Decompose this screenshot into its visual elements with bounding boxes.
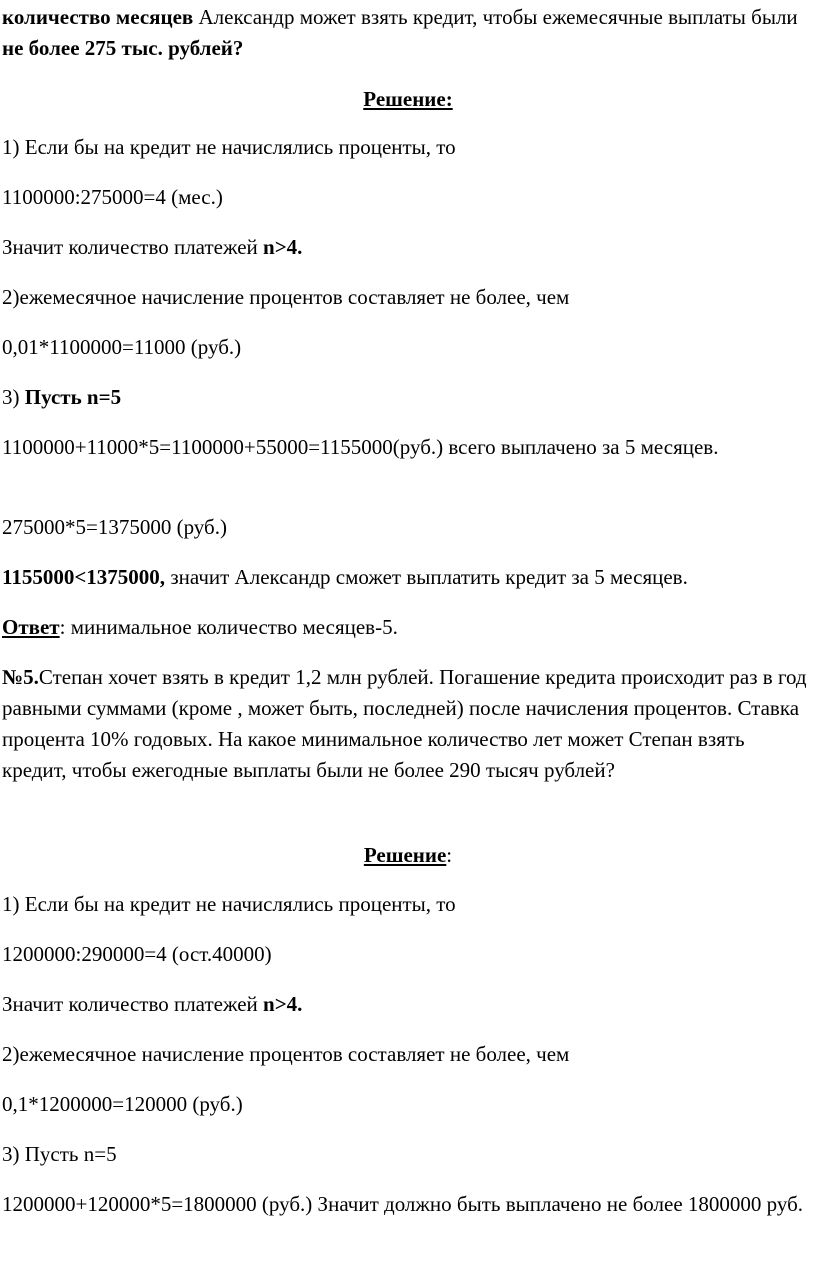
s1-line-9-text: значит Александр сможет выплатить кредит за 5 месяцев. <box>165 565 688 589</box>
s1-answer <box>2 612 808 643</box>
s1-line-9 <box>2 562 808 593</box>
s1-line-8: 275000*5=1375000 (руб.) <box>2 515 227 539</box>
task-5-paragraph <box>2 662 808 786</box>
s2-line-1: 1) Если бы на кредит не начислялись проценты, то <box>2 892 456 916</box>
s1-line-3-bold: n>4. <box>263 235 303 259</box>
s1-line-4: 2)ежемесячное начисление процентов составляет не более, чем <box>2 285 570 309</box>
s1-answer-label: Ответ <box>2 615 60 639</box>
s1-line-2: 1100000:275000=4 (мес.) <box>2 185 223 209</box>
s2-line-4: 2)ежемесячное начисление процентов составляет не более, чем <box>2 1042 570 1066</box>
s2-line-3-text: Значит количество платежей <box>2 992 264 1016</box>
task-5-number: №5. <box>2 665 39 689</box>
s1-line-1: 1) Если бы на кредит не начислялись проценты, то <box>2 135 456 159</box>
solution-1-heading-text: Решение: <box>363 87 453 111</box>
intro-bold-2: не более 275 тыс. рублей? <box>2 36 244 60</box>
s1-line-6 <box>2 382 808 413</box>
s2-line-3 <box>2 989 808 1020</box>
s1-answer-text: : минимальное количество месяцев-5. <box>59 615 398 639</box>
task-5-text: Степан хочет взять в кредит 1,2 млн рублей. Погашение кредита происходит раз в год равными суммами (кроме , может быть, последней) после начисления процентов. Ставка процента 10% годовых. На какое минимальное количество лет может Степан взять кредит, чтобы ежегодные выплаты были не более 290 тысяч рублей? <box>2 665 807 782</box>
s1-line-9-bold: 1155000<1375000, <box>2 565 166 589</box>
s2-line-5: 0,1*1200000=120000 (руб.) <box>2 1092 243 1116</box>
solution-2-heading <box>0 840 816 871</box>
s1-line-6-text: 3) <box>2 385 25 409</box>
s1-line-7: 1100000+11000*5=1100000+55000=1155000(руб.) всего выплачено за 5 месяцев. <box>2 435 719 459</box>
s2-line-3-bold: n>4. <box>263 992 303 1016</box>
intro-text: Александр может взять кредит, чтобы ежемесячные выплаты были <box>193 5 798 29</box>
s2-line-7: 1200000+120000*5=1800000 (руб.) Значит должно быть выплачено не более 1800000 руб. <box>2 1192 804 1216</box>
intro-bold-1: количество месяцев <box>2 5 194 29</box>
solution-2-heading-suffix: : <box>446 843 453 867</box>
solution-2-heading-label: Решение <box>363 843 447 867</box>
s1-line-3 <box>2 232 808 263</box>
s1-line-5: 0,01*1100000=11000 (руб.) <box>2 335 242 359</box>
s1-line-3-text: Значит количество платежей <box>2 235 264 259</box>
intro-paragraph <box>2 2 808 64</box>
solution-1-heading <box>0 84 816 115</box>
s2-line-2: 1200000:290000=4 (ост.40000) <box>2 942 272 966</box>
s1-line-6-bold: Пусть n=5 <box>24 385 122 409</box>
s2-line-6: 3) Пусть n=5 <box>2 1142 117 1166</box>
